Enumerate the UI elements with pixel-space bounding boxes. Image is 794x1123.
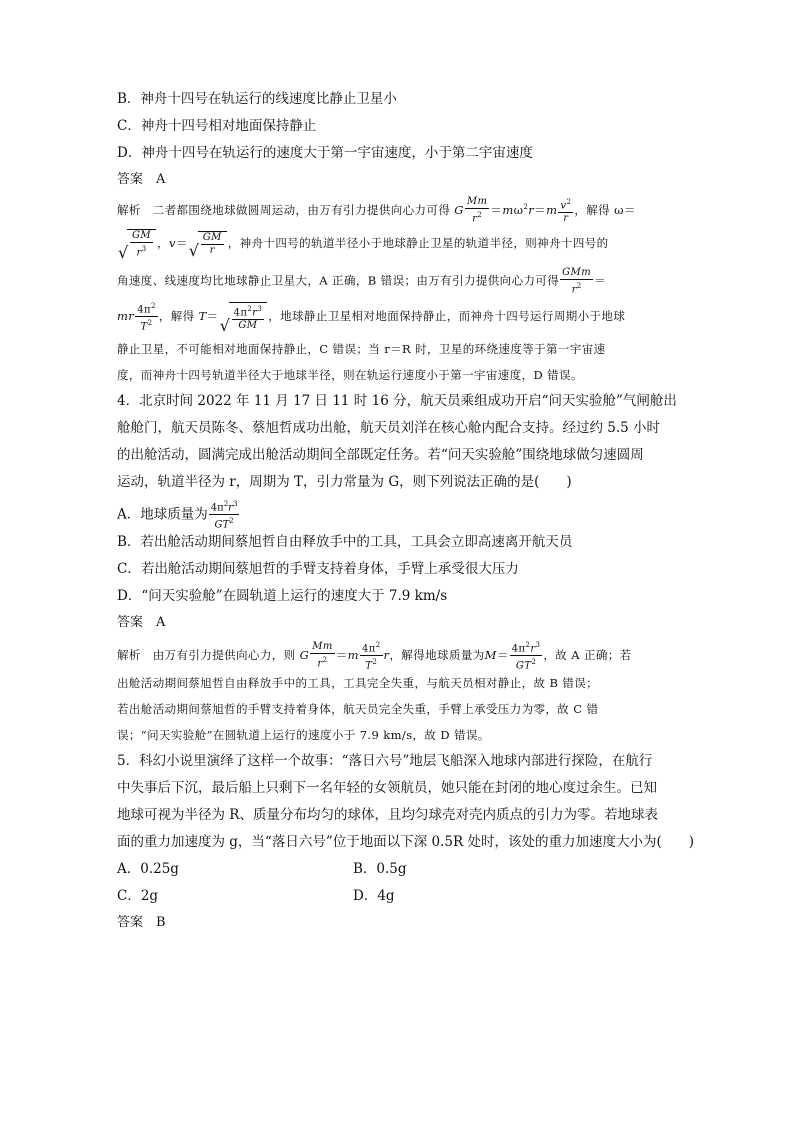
answer-label: 答案 [117, 915, 144, 930]
formula-fraction: $\frac{Mm}{r^2}$ [466, 196, 488, 225]
formula-fraction: $\frac{4\pi^2r^3}{GT^2}$ [210, 500, 238, 531]
q4-stem-line-1: 4．北京时间 2022 年 11 月 17 日 11 时 16 分，航天员乘组成功开启“问天实验舱”气闸舱出 [117, 393, 677, 409]
q5-stem-line-1: 5．科幻小说里演绎了这样一个故事：“落日六号”地层飞船深入地球内部进行探险，在航行 [117, 753, 653, 769]
formula-fraction: $\frac{4\pi^2}{T^2}$ [137, 302, 156, 333]
q3-answer [117, 169, 677, 196]
answer-label: 答案 [117, 172, 144, 187]
q3-analysis-line-6: 度，而神舟十四号轨道半径大于地球半径，则在轨运行速度小于第一宇宙速度，D 错误。 [117, 368, 583, 382]
analysis-label: 解析 [117, 647, 141, 662]
q3-analysis-line-5: 静止卫星，不可能相对地面保持静止，C 错误；当 r＝R 时，卫星的环绕速度等于第一宇宙速 [117, 342, 606, 356]
q5-option-c: C．2g [117, 888, 159, 904]
q4-analysis-line-3: 若出舱活动期间蔡旭哲的手臂支持着身体，航天员完全失重，手臂上承受压力为零，故 C 错 [117, 702, 599, 716]
formula-fraction: $\frac{v^2}{r}$ [560, 198, 572, 225]
q4-stem-line-2: 舱舱门，航天员陈冬、蔡旭哲成功出舱，航天员刘洋在核心舱内配合支持。经过约 5.5 小时 [117, 420, 661, 436]
formula-fraction: $\frac{4\pi^2r^3}{GT^2}$ [511, 641, 541, 672]
q4-option-a: A．地球质量为 $\frac{4\pi^2r^3}{GT^2}$ [117, 500, 238, 531]
q5-options-row-2 [117, 885, 677, 912]
q3-analysis-line-3: 角速度、线速度均比地球静止卫星大，A 正确，B 错误；由万有引力提供向心力可得 $\frac{\text{GMm}}{r^2}$ ＝ [117, 267, 606, 296]
formula-sqrt: √ $\frac{GM}{r^3}$ [118, 229, 156, 259]
q4-stem-line-3: 的出舱活动，圆满完成出舱活动期间全部既定任务。若“问天实验舱”围绕地球做匀速圆周 [117, 447, 644, 463]
formula-sqrt: √ $\frac{4\pi^2r^3}{GM}$ [220, 302, 268, 332]
q4-analysis-line-2: 出舱活动期间蔡旭哲自由释放手中的工具，工具完全失重，与航天员相对静止，故 B 错误； [117, 676, 599, 690]
document-page [117, 88, 694, 939]
q4-option-c: C．若出舱活动期间蔡旭哲的手臂支持着身体，手臂上承受很大压力 [117, 561, 519, 577]
q3-option-b: B．神舟十四号在轨运行的线速度比静止卫星小 [117, 91, 397, 107]
q3-analysis-line-4: mr $\frac{4\pi^2}{T^2}$ ，解得 T＝ √ $\frac{4\pi^2r^3}{GM}$ ，地球静止卫星相对地面保持静止，而神舟十四号运行周期小于地球 [117, 300, 677, 338]
q5-answer [117, 912, 677, 939]
q4-option-d: D．“问天实验舱”在圆轨道上运行的速度大于 7.9 km/s [117, 588, 448, 604]
q5-stem-line-3: 地球可视为半径为 R、质量分布均匀的球体，且均匀球壳对壳内质点的引力为零。若地球表 [117, 807, 658, 823]
q4-analysis-line-1: 解析 由万有引力提供向心力，则 G $\frac{Mm}{r^2}$ ＝m $\frac{4\pi^2}{T^2}$ r，解得地球质量为M＝ $\frac{4\pi^2r^3}{GT^2}$ ，故 A 正确；若 [117, 641, 632, 672]
formula-fraction: $\frac{4\pi^2}{T^2}$ [361, 641, 381, 672]
q4-stem-line-4: 运动，轨道半径为 r，周期为 T，引力常量为 G，则下列说法正确的是( ) [117, 474, 572, 490]
q3-option-d: D．神舟十四号在轨运行的速度大于第一宇宙速度，小于第二宇宙速度 [117, 145, 533, 161]
q5-options-row-1 [117, 858, 677, 885]
answer-value: B [156, 915, 166, 930]
q5-option-a: A．0.25g [117, 861, 179, 877]
q5-stem-line-4: 面的重力加速度为 g，当“落日六号”位于地面以下深 0.5R 处时，该处的重力加速度大小为( ) [117, 834, 694, 850]
q4-answer [117, 612, 677, 639]
q3-analysis-line-2: √ $\frac{GM}{r^3}$ ，v＝ √ $\frac{GM}{r}$ ，神舟十四号的轨道半径小于地球静止卫星的轨道半径，则神舟十四号的 [117, 229, 677, 267]
q3-option-c: C．神舟十四号相对地面保持静止 [117, 118, 317, 134]
q5-option-d: D．4g [353, 888, 395, 904]
answer-label: 答案 [117, 615, 144, 630]
answer-value: A [156, 615, 166, 630]
q3-analysis-line-1: 解析 二者都围绕地球做圆周运动，由万有引力提供向心力可得 G $\frac{Mm}{r^2}$ $=m\omega^2r=m$ $\frac{v^2}{r}$ ，解得 ω＝ [117, 196, 636, 225]
q4-option-b: B．若出舱活动期间蔡旭哲自由释放手中的工具，工具会立即高速离开航天员 [117, 534, 573, 550]
q5-stem-line-2: 中失事后下沉，最后船上只剩下一名年轻的女领航员，她只能在封闭的地心度过余生。已知 [117, 780, 657, 796]
analysis-label: 解析 [117, 202, 141, 217]
answer-value: A [156, 172, 166, 187]
formula-sqrt: √ $\frac{GM}{r}$ [189, 231, 227, 257]
q5-option-b: B．0.5g [353, 861, 407, 877]
formula-fraction: $\frac{Mm}{r^2}$ [312, 641, 333, 670]
formula-fraction: $\frac{\text{GMm}}{r^2}$ [562, 267, 592, 296]
q4-analysis-line-4: 误；“问天实验舱”在圆轨道上运行的速度小于 7.9 km/s，故 D 错误。 [117, 728, 490, 742]
